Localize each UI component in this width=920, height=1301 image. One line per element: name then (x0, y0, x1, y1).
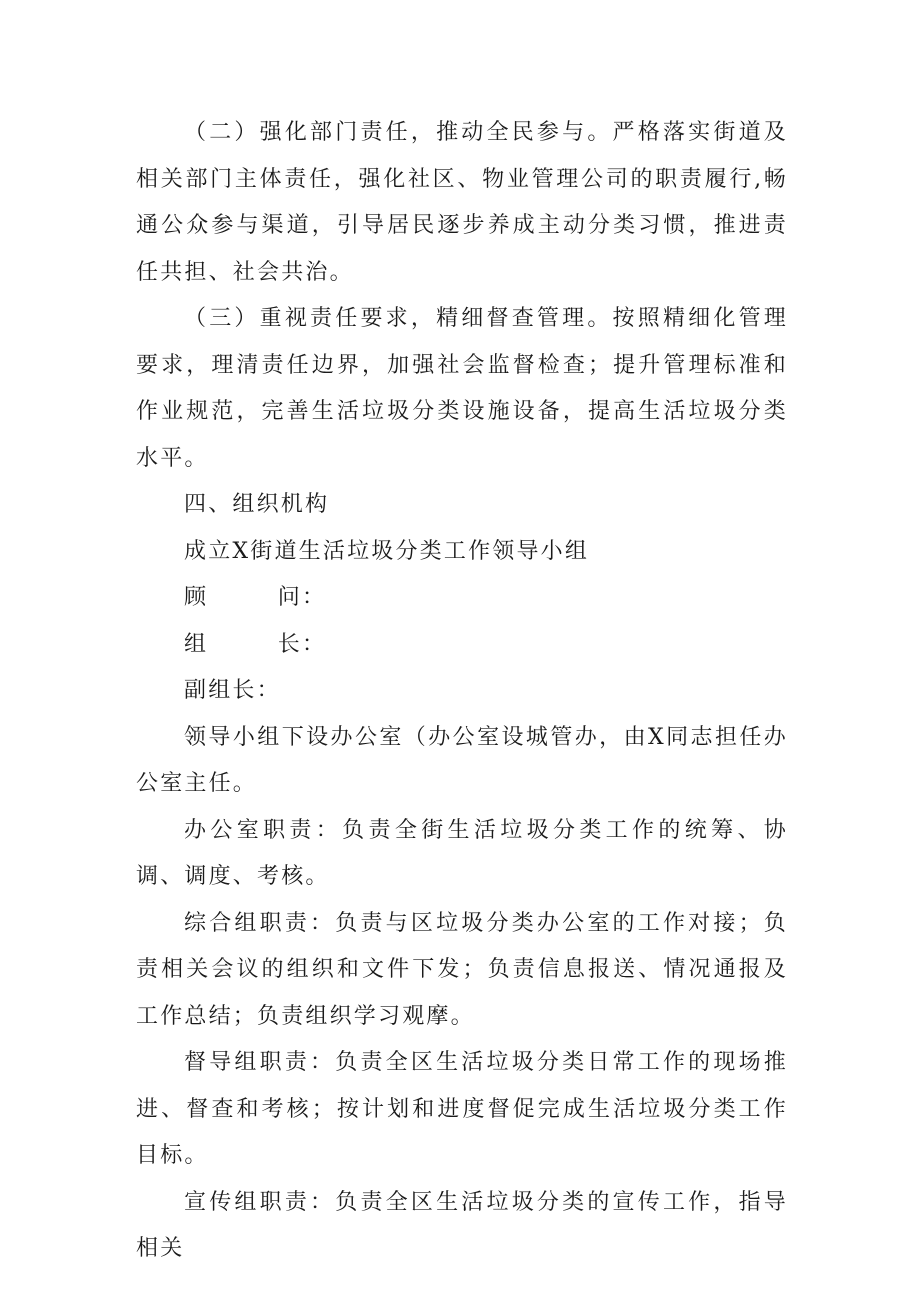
paragraph-supervision: （三）重视责任要求，精细督查管理。按照精细化管理要求，理清责任边界，加强社会监督检查；提升管理标准和作业规范，完善生活垃圾分类设施设备，提高生活垃圾分类水平。 (136, 306, 788, 471)
role-deputy: 副组长： (184, 678, 281, 703)
role-leader-label: 组长 (184, 631, 302, 657)
paragraph-general-group: 综合组职责：负责与区垃圾分类办公室的工作对接；负责相关会议的组织和文件下发；负责信息报送、情况通报及工作总结；负责组织学习观摩。 (136, 910, 788, 1029)
document-body (136, 110, 788, 1273)
section-heading: 四、组织机构 (184, 492, 330, 517)
paragraph-inspection-group: 督导组职责：负责全区生活垃圾分类日常工作的现场推进、督查和考核；按计划和进度督促完成生活垃圾分类工作目标。 (136, 1050, 788, 1168)
role-leader-colon: ： (302, 631, 327, 657)
role-advisor (136, 575, 788, 622)
role-advisor-colon: ： (302, 585, 327, 610)
org-intro: 成立X街道生活垃圾分类工作领导小组 (184, 538, 590, 564)
paragraph-publicity-group: 宣传组职责：负责全区生活垃圾分类的宣传工作，指导相关 (136, 1189, 788, 1261)
role-leader (136, 622, 788, 669)
paragraph-office: 领导小组下设办公室（办公室设城管办，由X同志担任办公室主任。 (136, 724, 788, 796)
role-advisor-label: 顾问 (184, 585, 302, 610)
paragraph-office-duties: 办公室职责：负责全街生活垃圾分类工作的统筹、协调、调度、考核。 (136, 817, 788, 889)
paragraph-responsibility: （二）强化部门责任，推动全民参与。严格落实街道及相关部门主体责任，强化社区、物业管理公司的职责履行,畅通公众参与渠道，引导居民逐步养成主动分类习惯，推进责任共担、社会共治。 (136, 120, 788, 285)
